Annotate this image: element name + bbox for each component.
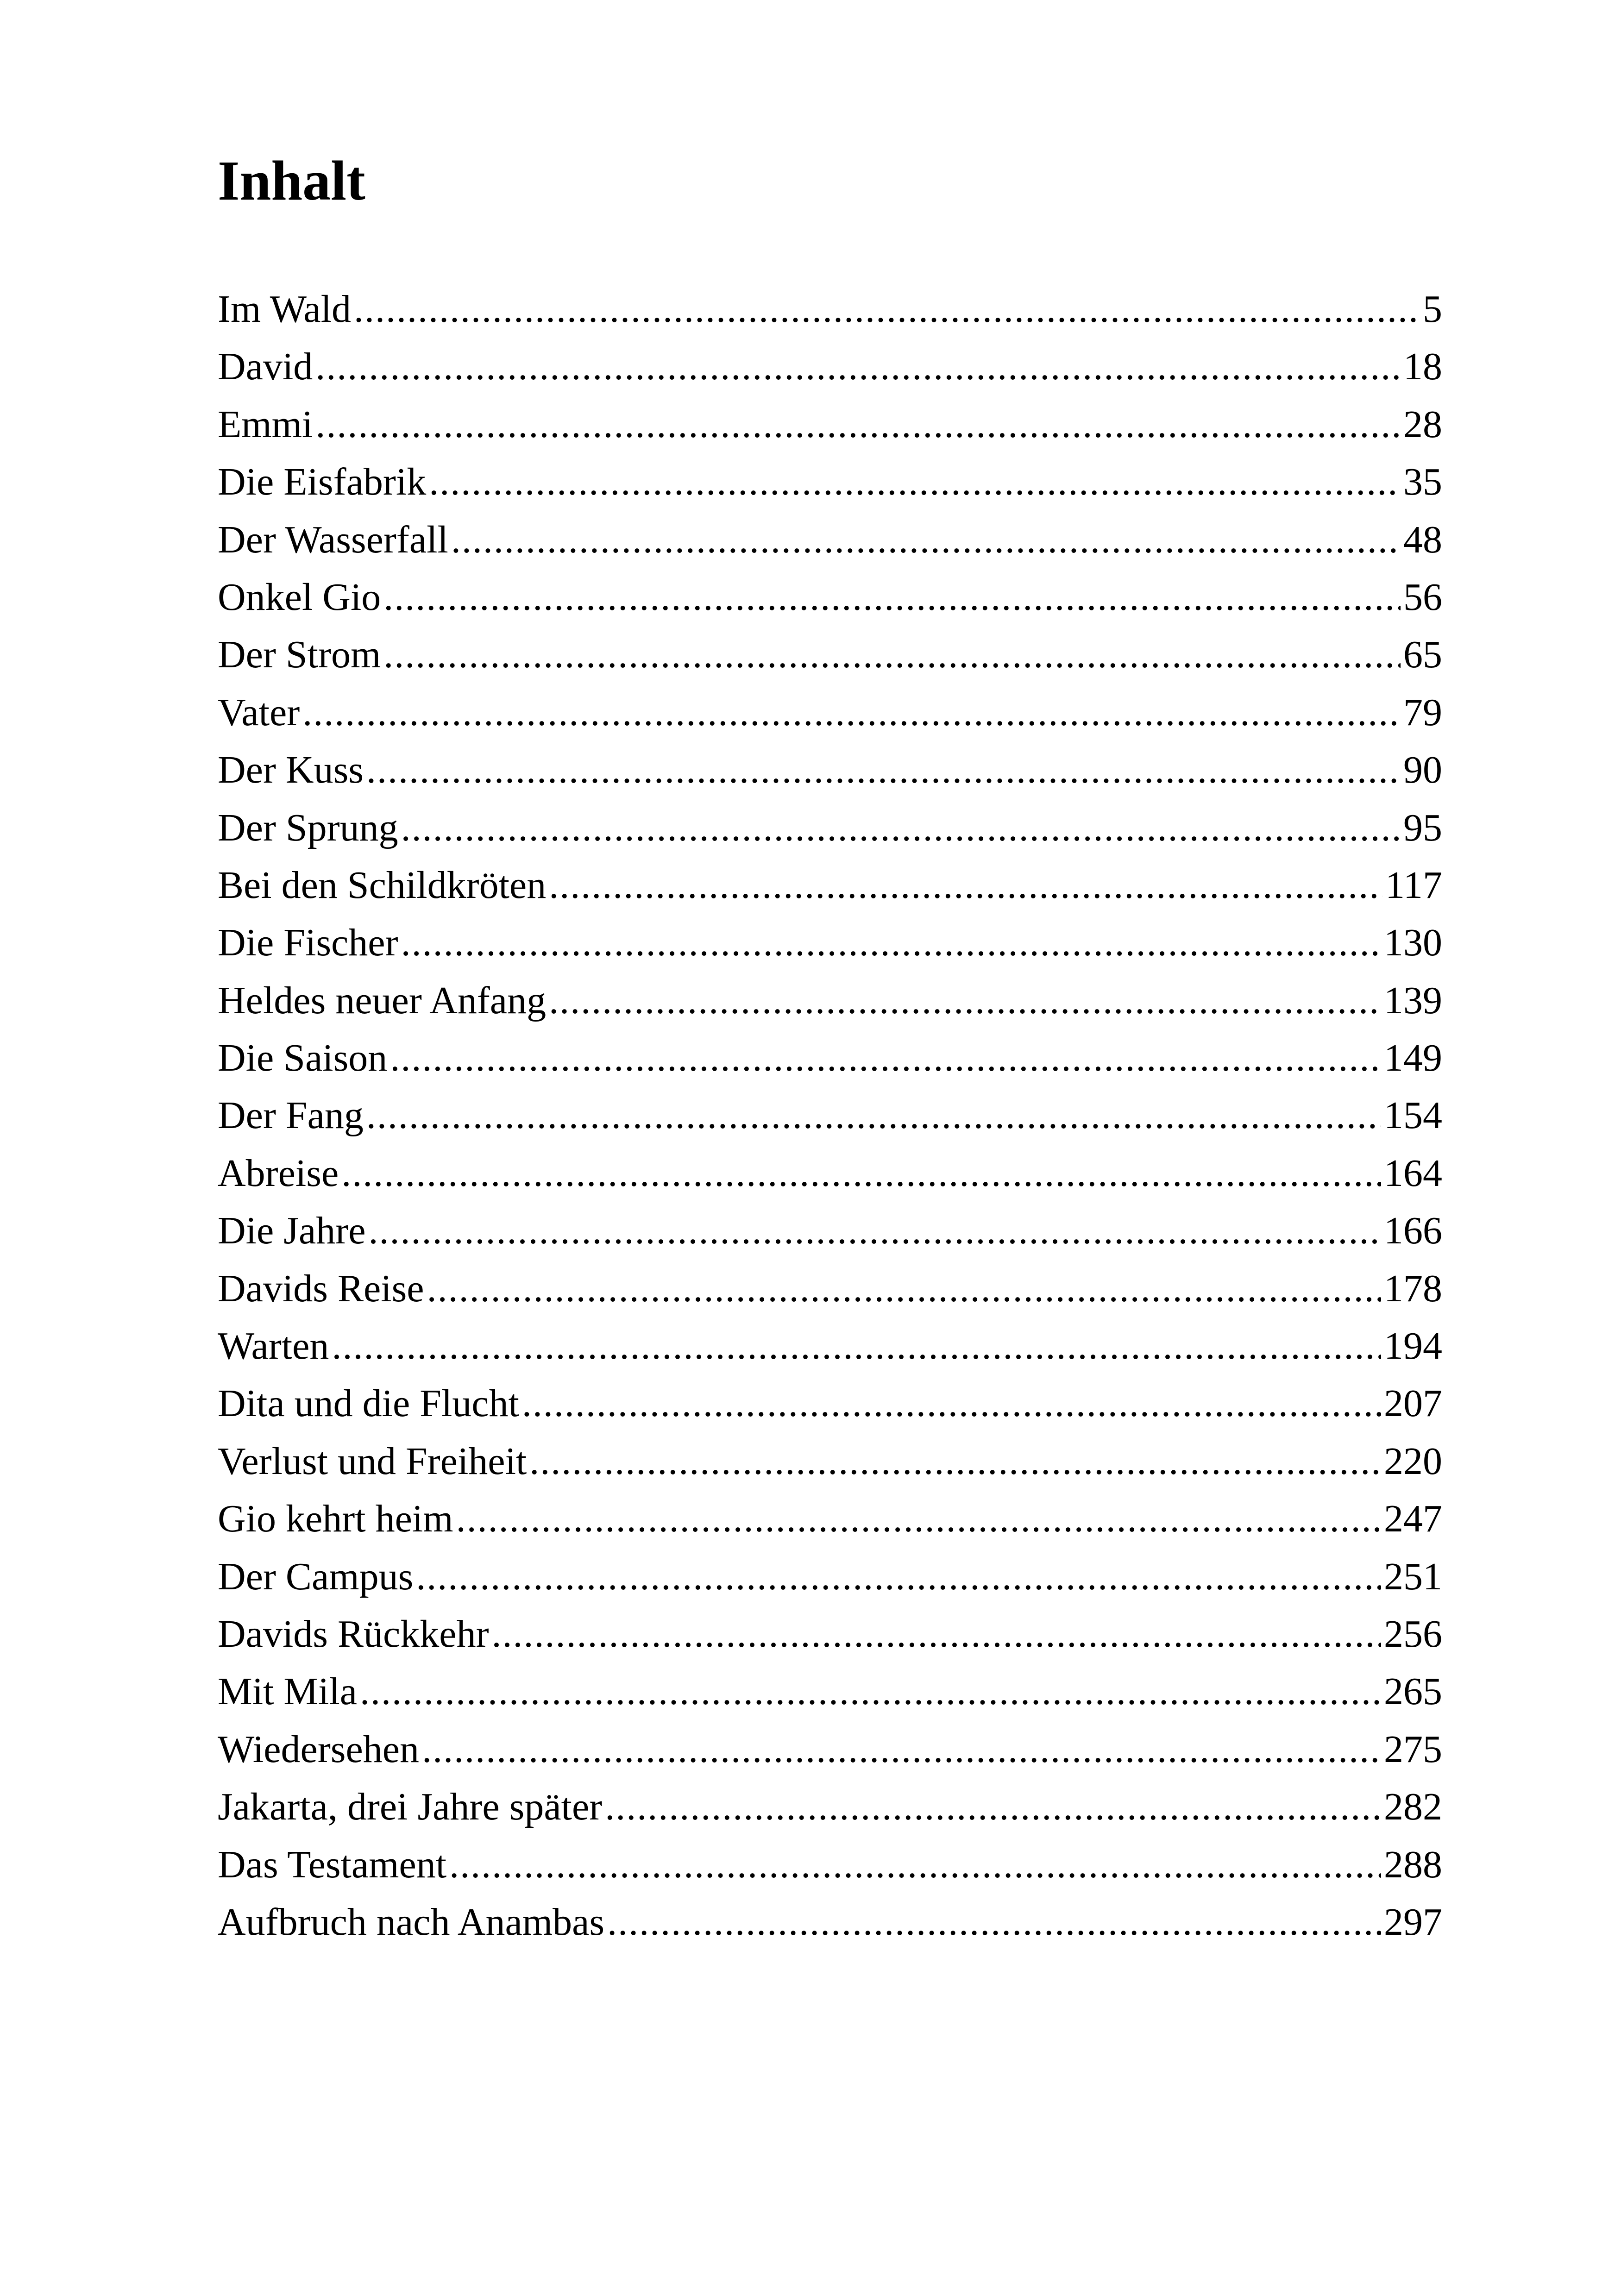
toc-entry-title: Aufbruch nach Anambas	[218, 1900, 605, 1944]
toc-dot-leader	[369, 1202, 1381, 1260]
toc-entry	[218, 281, 1442, 338]
toc-entry-title: Die Fischer	[218, 921, 398, 965]
toc-entry-title: Emmi	[218, 402, 313, 446]
toc-entry	[218, 741, 1442, 799]
toc-entry	[218, 1721, 1442, 1778]
toc-entry	[218, 1490, 1442, 1548]
toc-entry-title: Abreise	[218, 1151, 339, 1195]
toc-entry-page: 251	[1384, 1555, 1442, 1598]
toc-entry	[218, 914, 1442, 972]
toc-entry	[218, 1548, 1442, 1606]
toc-dot-leader	[449, 1836, 1381, 1894]
toc-entry-title: Verlust und Freiheit	[218, 1439, 527, 1483]
toc-entry-page: 194	[1384, 1324, 1442, 1368]
toc-dot-leader	[341, 1145, 1381, 1202]
toc-entry-page: 164	[1384, 1151, 1442, 1195]
toc-dot-leader	[416, 1548, 1381, 1606]
toc-entry-page: 220	[1384, 1439, 1442, 1483]
toc-dot-leader	[366, 1087, 1381, 1144]
toc-entry-page: 247	[1384, 1497, 1442, 1541]
toc-entry-page: 154	[1384, 1094, 1442, 1137]
toc-dot-leader	[422, 1721, 1381, 1778]
toc-dot-leader	[522, 1375, 1381, 1432]
toc-entry-title: Die Saison	[218, 1036, 388, 1080]
toc-entry-title: Jakarta, drei Jahre später	[218, 1785, 603, 1829]
toc-entry-page: 130	[1384, 921, 1442, 965]
toc-entry	[218, 1778, 1442, 1836]
toc-entry	[218, 1606, 1442, 1663]
toc-entry	[218, 1029, 1442, 1087]
toc-dot-leader	[332, 1317, 1381, 1375]
toc-entry	[218, 1375, 1442, 1432]
toc-entry	[218, 972, 1442, 1029]
toc-entry-page: 265	[1384, 1670, 1442, 1713]
toc-dot-leader	[427, 1260, 1381, 1317]
toc-entry	[218, 799, 1442, 857]
toc-entry-title: Heldes neuer Anfang	[218, 979, 547, 1022]
toc-entry-page: 90	[1403, 748, 1442, 792]
toc-entry-page: 65	[1403, 633, 1442, 677]
toc-entry	[218, 453, 1442, 511]
toc-dot-leader	[529, 1433, 1381, 1490]
toc-entry-page: 117	[1385, 863, 1442, 907]
toc-entry-title: Die Jahre	[218, 1209, 366, 1253]
toc-entry-title: Davids Rückkehr	[218, 1612, 489, 1656]
toc-entry-title: Das Testament	[218, 1843, 447, 1886]
toc-entry-page: 35	[1403, 460, 1442, 504]
toc-entry-title: David	[218, 345, 313, 389]
toc-entry-title: Warten	[218, 1324, 329, 1368]
toc-entry-title: Im Wald	[218, 288, 351, 331]
toc-dot-leader	[315, 396, 1401, 453]
toc-entry-title: Mit Mila	[218, 1670, 358, 1713]
toc-dot-leader	[383, 569, 1401, 626]
toc-entry	[218, 569, 1442, 626]
toc-dot-leader	[451, 511, 1401, 569]
table-of-contents	[218, 281, 1442, 1951]
toc-entry-page: 256	[1384, 1612, 1442, 1656]
toc-entry-page: 56	[1403, 575, 1442, 619]
toc-entry-page: 79	[1403, 690, 1442, 734]
toc-dot-leader	[549, 857, 1382, 914]
toc-entry	[218, 626, 1442, 684]
toc-entry	[218, 338, 1442, 395]
toc-entry-title: Der Campus	[218, 1555, 414, 1598]
toc-entry	[218, 1145, 1442, 1202]
toc-dot-leader	[429, 453, 1401, 511]
toc-entry-page: 178	[1384, 1267, 1442, 1310]
toc-entry-title: Onkel Gio	[218, 575, 381, 619]
toc-entry-title: Davids Reise	[218, 1267, 424, 1310]
toc-dot-leader	[390, 1029, 1381, 1087]
toc-dot-leader	[401, 914, 1381, 972]
toc-entry-title: Der Fang	[218, 1094, 364, 1137]
toc-entry-title: Der Kuss	[218, 748, 364, 792]
toc-dot-leader	[605, 1778, 1381, 1836]
toc-entry-page: 5	[1423, 288, 1442, 331]
toc-dot-leader	[366, 741, 1401, 799]
toc-entry-title: Gio kehrt heim	[218, 1497, 453, 1541]
toc-entry	[218, 684, 1442, 741]
toc-dot-leader	[360, 1663, 1381, 1720]
toc-entry	[218, 1260, 1442, 1317]
toc-entry-title: Der Sprung	[218, 806, 398, 849]
toc-entry	[218, 1202, 1442, 1260]
page-title: Inhalt	[218, 150, 365, 212]
toc-entry-page: 297	[1384, 1900, 1442, 1944]
toc-entry-page: 207	[1384, 1382, 1442, 1425]
toc-entry-title: Die Eisfabrik	[218, 460, 427, 504]
toc-dot-leader	[383, 626, 1401, 684]
toc-entry-page: 139	[1384, 979, 1442, 1022]
toc-entry-page: 282	[1384, 1785, 1442, 1829]
toc-dot-leader	[549, 972, 1381, 1029]
toc-dot-leader	[302, 684, 1401, 741]
toc-entry-page: 95	[1403, 806, 1442, 849]
toc-entry	[218, 857, 1442, 914]
toc-entry-page: 275	[1384, 1727, 1442, 1771]
toc-entry-title: Der Wasserfall	[218, 518, 448, 561]
toc-dot-leader	[354, 281, 1420, 338]
toc-entry-title: Vater	[218, 690, 300, 734]
toc-entry	[218, 1894, 1442, 1951]
toc-entry-title: Der Strom	[218, 633, 381, 677]
toc-entry-title: Dita und die Flucht	[218, 1382, 519, 1425]
toc-entry	[218, 1663, 1442, 1720]
toc-entry-page: 48	[1403, 518, 1442, 561]
toc-entry	[218, 396, 1442, 453]
toc-dot-leader	[492, 1606, 1381, 1663]
toc-dot-leader	[456, 1490, 1381, 1548]
toc-entry-title: Bei den Schildkröten	[218, 863, 547, 907]
toc-entry	[218, 1087, 1442, 1144]
toc-entry-page: 28	[1403, 402, 1442, 446]
toc-entry-page: 288	[1384, 1843, 1442, 1886]
toc-dot-leader	[607, 1894, 1381, 1951]
toc-entry	[218, 1836, 1442, 1894]
toc-entry-page: 18	[1403, 345, 1442, 389]
toc-entry	[218, 511, 1442, 569]
toc-entry-title: Wiedersehen	[218, 1727, 420, 1771]
toc-entry-page: 149	[1384, 1036, 1442, 1080]
toc-entry-page: 166	[1384, 1209, 1442, 1253]
toc-entry	[218, 1317, 1442, 1375]
toc-entry	[218, 1433, 1442, 1490]
toc-dot-leader	[401, 799, 1401, 857]
toc-dot-leader	[315, 338, 1401, 395]
